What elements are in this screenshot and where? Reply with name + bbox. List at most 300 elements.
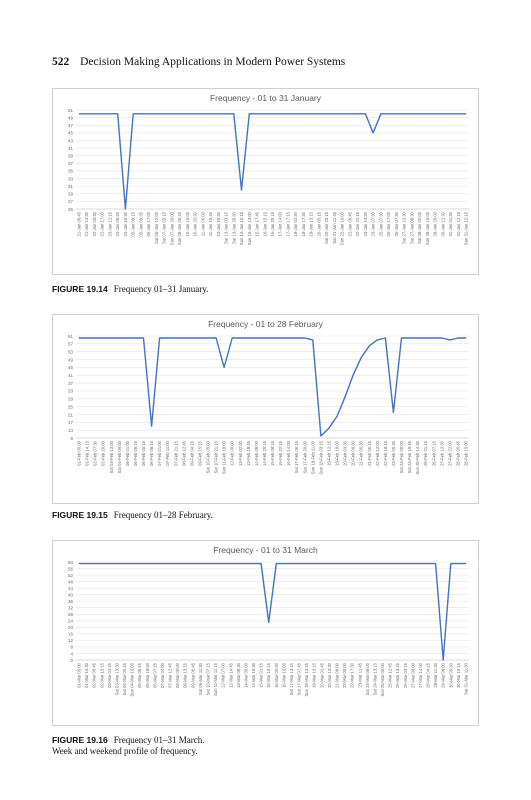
- y-tick-label: 41: [67, 145, 73, 151]
- x-tick-label: 19-Feb 12:15: [326, 441, 332, 466]
- x-tick-label: Sun 04-Mar 10:00: [129, 663, 135, 697]
- data-point: [241, 190, 242, 191]
- data-point: [264, 113, 265, 114]
- data-point: [433, 338, 434, 339]
- frequency-chart-january: [52, 88, 479, 275]
- data-point: [94, 563, 95, 564]
- x-tick-label: 23-Mar 11:45: [357, 663, 363, 688]
- x-tick-label: 09-Mar 06:45: [190, 663, 196, 688]
- data-point: [200, 338, 201, 339]
- x-tick-label: 12-Feb 00:00: [229, 441, 235, 466]
- y-tick-label: 8: [70, 644, 73, 650]
- x-tick-label: 05-Mar 08:15: [137, 663, 143, 688]
- x-tick-label: Sat 17-Feb 06:15: [294, 441, 300, 474]
- x-tick-label: 23-Jan 12:15: [107, 212, 113, 237]
- data-point: [441, 338, 442, 339]
- x-tick-label: Sat 31-Mar 11:30: [463, 663, 469, 696]
- data-point: [295, 113, 296, 114]
- y-tick-label: 53: [67, 349, 73, 355]
- x-tick-label: Sun 18-Feb 11:00: [310, 441, 316, 475]
- x-tick-label: 14-Feb 20:15: [261, 441, 267, 466]
- x-tick-label: Sat 21-Jan 11:45: [331, 212, 337, 244]
- data-point: [139, 563, 140, 564]
- x-tick-label: 20-Mar 13:30: [326, 663, 332, 688]
- x-tick-label: 31-Jan 12:15: [455, 212, 461, 237]
- y-tick-label: 9: [70, 435, 73, 441]
- x-tick-label: Sun 08-Jan 05:45: [177, 212, 183, 246]
- data-point: [280, 113, 281, 114]
- data-point: [102, 113, 103, 114]
- x-tick-label: 26-Jan 07:30: [393, 212, 399, 237]
- data-point: [246, 563, 247, 564]
- data-point: [382, 563, 383, 564]
- y-tick-label: 13: [67, 427, 73, 433]
- x-tick-label: 22-Feb 12:00: [374, 441, 380, 466]
- figure-march: [52, 540, 479, 726]
- x-tick-label: 05-Jan 09:15: [130, 212, 136, 237]
- x-tick-label: 07-Feb 01:00: [157, 441, 163, 466]
- data-point: [117, 113, 118, 114]
- x-tick-label: 17-Jan 17:15: [285, 211, 291, 237]
- x-tick-label: 03-Mar 04:45: [106, 663, 112, 688]
- y-tick-label: 25: [67, 206, 73, 212]
- data-point: [183, 338, 184, 339]
- data-point: [411, 113, 412, 114]
- x-tick-label: 23-Feb 05:30: [390, 441, 396, 466]
- y-tick-label: 27: [67, 199, 73, 205]
- x-tick-label: Sun 25-Feb 14:30: [415, 441, 421, 475]
- x-tick-label: 21-Feb 06:15: [366, 441, 372, 466]
- data-point: [449, 340, 450, 341]
- x-tick-label: 10-Jan 10:00: [184, 212, 190, 237]
- data-point: [352, 563, 353, 564]
- x-tick-label: 01-Mar 14:30: [84, 663, 90, 688]
- figure-caption-text: Frequency 01–28 February.: [113, 510, 213, 520]
- data-point: [291, 563, 292, 564]
- data-point: [443, 660, 444, 661]
- y-tick-label: 49: [67, 357, 73, 363]
- x-tick-label: 25-Jan 17:00: [386, 212, 392, 237]
- x-tick-label: Sat 24-Feb 19:45: [407, 441, 413, 474]
- data-point: [79, 113, 80, 114]
- data-point: [435, 113, 436, 114]
- data-point: [357, 113, 358, 114]
- x-tick-label: 05-Mar 18:00: [144, 663, 150, 688]
- x-tick-label: Sat 27-Jan 13:30: [401, 212, 407, 244]
- data-point: [405, 563, 406, 564]
- x-tick-label: 07-Mar 12:45: [167, 663, 173, 688]
- x-tick-label: 16-Feb 14:00: [286, 441, 292, 466]
- x-tick-label: 25-Jan 07:30: [378, 212, 384, 237]
- y-tick-label: 48: [67, 579, 73, 585]
- frequency-chart-march: [52, 540, 479, 726]
- x-tick-label: 06-Feb 08:15: [149, 441, 155, 466]
- data-point: [280, 338, 281, 339]
- x-tick-label: Sat 24-Feb 00:00: [399, 441, 404, 474]
- data-point: [215, 563, 216, 564]
- y-tick-label: 25: [67, 404, 73, 410]
- data-point: [367, 563, 368, 564]
- data-point: [419, 113, 420, 114]
- x-tick-label: 31-Jan 01:30: [448, 212, 454, 237]
- x-tick-label: 15-Mar 01:15: [258, 663, 264, 688]
- data-point: [238, 563, 239, 564]
- data-point: [396, 113, 397, 114]
- data-point: [208, 563, 209, 564]
- x-tick-label: Sat 04-Mar 00:15: [122, 663, 128, 696]
- figure-caption-february: [52, 510, 213, 521]
- x-tick-label: 21-Mar 06:00: [334, 663, 340, 688]
- data-point: [143, 338, 144, 339]
- x-tick-label: 01-Feb 14:15: [84, 441, 90, 466]
- data-point: [288, 113, 289, 114]
- x-tick-label: 24-Jan 16:30: [122, 212, 128, 237]
- data-point: [224, 367, 225, 368]
- y-tick-label: 43: [67, 138, 73, 144]
- x-tick-label: 02-Mar 00:45: [91, 663, 97, 688]
- data-point: [425, 338, 426, 339]
- data-point: [388, 113, 389, 114]
- x-tick-label: 20-Feb 09:30: [350, 441, 356, 466]
- x-tick-label: 12-Mar 07:00: [220, 663, 226, 688]
- x-tick-label: 05-Jan 09:35: [138, 212, 144, 237]
- x-tick-label: Sat 04-Feb 09:00: [116, 441, 122, 474]
- data-point: [87, 338, 88, 339]
- data-point: [353, 375, 354, 376]
- data-point: [272, 338, 273, 339]
- x-tick-label: 02-Feb 07:30: [92, 441, 98, 466]
- data-point: [409, 338, 410, 339]
- data-point: [320, 436, 321, 437]
- x-tick-label: Sat 20-Jan 20:15: [324, 212, 330, 244]
- x-tick-label: 22-Feb 18:15: [382, 441, 388, 466]
- data-point: [397, 563, 398, 564]
- chart-title: Frequency - 01 to 31 January: [209, 93, 322, 103]
- data-point: [147, 563, 148, 564]
- x-tick-label: 07-Feb 21:15: [173, 441, 179, 466]
- x-tick-label: 21-Jan 06:45: [76, 212, 82, 237]
- data-point: [103, 338, 104, 339]
- data-point: [240, 338, 241, 339]
- x-tick-label: 27-Feb 22:00: [447, 441, 453, 466]
- data-point: [401, 338, 402, 339]
- data-point: [124, 563, 125, 564]
- x-tick-label: 09-Feb 04:15: [189, 441, 195, 466]
- y-tick-label: 49: [67, 115, 73, 121]
- x-tick-label: 22-Jan 22:15: [355, 212, 361, 237]
- data-point: [192, 563, 193, 564]
- data-point: [375, 563, 376, 564]
- data-point: [261, 563, 262, 564]
- data-point: [435, 563, 436, 564]
- figure-caption-text: Frequency 01–31 March.: [113, 735, 205, 745]
- x-tick-label: Sat 13-Jan 03:15: [223, 212, 229, 244]
- x-tick-label: 14-Feb 09:00: [253, 441, 259, 466]
- y-tick-label: 16: [67, 631, 73, 637]
- x-tick-label: 26-Feb 07:15: [431, 441, 437, 466]
- x-tick-label: 18-Jan 17:30: [300, 212, 306, 237]
- data-point: [450, 563, 451, 564]
- x-tick-label: 20-Feb 03:30: [342, 441, 348, 466]
- figure-label: FIGURE 19.16: [52, 735, 108, 745]
- data-point: [350, 113, 351, 114]
- x-tick-label: Sat 06-Jan 12:00: [153, 212, 159, 244]
- x-tick-label: Sun 11-Feb 18:00: [221, 441, 227, 475]
- data-point: [167, 338, 168, 339]
- x-tick-label: 29-Mar 08:00: [440, 663, 446, 688]
- data-point: [299, 563, 300, 564]
- x-tick-label: Sat 17-Feb 20:00: [302, 441, 308, 474]
- y-tick-label: 37: [67, 161, 73, 167]
- x-tick-label: 19-Jan 13:15: [308, 212, 314, 237]
- y-tick-label: 41: [67, 373, 73, 379]
- x-tick-label: 16-Mar 10:00: [281, 663, 287, 688]
- x-tick-label: 16-Mar 00:00: [273, 663, 279, 688]
- x-tick-label: Sun 11-Mar 11:15: [213, 663, 219, 696]
- x-tick-label: Sat 10-Feb 21:15: [213, 441, 219, 474]
- x-tick-label: 22-Jan 17:00: [99, 212, 105, 237]
- data-point: [390, 563, 391, 564]
- x-tick-label: 15-Feb 22:15: [278, 441, 284, 466]
- data-point: [306, 563, 307, 564]
- y-tick-label: 45: [67, 130, 73, 136]
- x-tick-label: 18-Jan 02:30: [293, 212, 299, 237]
- data-point: [321, 563, 322, 564]
- y-tick-label: 61: [67, 333, 73, 339]
- y-tick-label: 17: [67, 420, 73, 426]
- x-tick-label: Sun 14-Jan 15:15: [239, 212, 245, 246]
- data-point: [202, 113, 203, 114]
- data-point: [249, 113, 250, 114]
- chart-title: Frequency - 01 to 28 February: [208, 319, 323, 329]
- data-point: [94, 113, 95, 114]
- data-point: [223, 563, 224, 564]
- data-point: [125, 209, 126, 210]
- x-tick-label: 22-Mar 00:00: [342, 663, 348, 688]
- figure-label: FIGURE 19.15: [52, 510, 108, 520]
- x-tick-label: 16-Jan 15:15: [262, 212, 268, 237]
- data-point: [210, 113, 211, 114]
- figure-february: [52, 314, 479, 504]
- data-point: [170, 563, 171, 564]
- data-point: [119, 338, 120, 339]
- data-point: [256, 338, 257, 339]
- x-tick-label: 08-Mar 13:15: [182, 663, 188, 688]
- running-head: [52, 56, 345, 68]
- x-tick-label: Sun 31-Jan 12:15: [463, 212, 469, 246]
- x-tick-label: 13-Feb 02:30: [237, 441, 243, 466]
- x-tick-label: 29-Jan 20:00: [432, 212, 438, 237]
- data-point: [133, 113, 134, 114]
- data-point: [257, 113, 258, 114]
- data-point: [248, 338, 249, 339]
- data-point: [458, 338, 459, 339]
- y-tick-label: 28: [67, 612, 73, 618]
- data-point: [185, 563, 186, 564]
- data-point: [312, 340, 313, 341]
- x-tick-label: 06-Jan 17:00: [146, 212, 152, 237]
- data-point: [361, 357, 362, 358]
- x-tick-label: 09-Feb 15:15: [197, 441, 203, 466]
- x-tick-label: 25-Mar 12:45: [387, 663, 393, 688]
- x-tick-label: Sat 03-Mar 13:30: [114, 663, 120, 696]
- data-point: [109, 563, 110, 564]
- data-point: [373, 132, 374, 133]
- x-tick-label: 15-Jan 17:45: [254, 212, 260, 237]
- running-title: Decision Making Applications in Modern Power Systems: [80, 56, 346, 68]
- y-tick-label: 32: [67, 605, 73, 611]
- y-tick-label: 35: [67, 168, 73, 174]
- figure-caption-note: Week and weekend profile of frequency.: [52, 746, 198, 756]
- data-point: [110, 113, 111, 114]
- y-tick-label: 24: [67, 618, 73, 624]
- data-point: [230, 563, 231, 564]
- x-tick-label: 30-Jan 12:30: [440, 212, 446, 237]
- data-point: [264, 338, 265, 339]
- data-point: [191, 338, 192, 339]
- frequency-chart-february: [52, 314, 479, 504]
- figure-caption-text: Frequency 01–31 January.: [113, 284, 209, 294]
- data-point: [141, 113, 142, 114]
- x-tick-label: 21-Feb 00:30: [358, 441, 364, 466]
- x-tick-label: Sat 07-Jan 05:15: [161, 212, 167, 244]
- data-point: [253, 563, 254, 564]
- figure-january: [52, 88, 479, 275]
- data-point: [428, 563, 429, 564]
- x-tick-label: 27-Feb 12:30: [439, 441, 445, 466]
- data-point: [156, 113, 157, 114]
- data-point: [345, 396, 346, 397]
- data-point: [117, 563, 118, 564]
- x-tick-label: Sat 13-Jan 20:30: [231, 212, 237, 244]
- data-point: [233, 113, 234, 114]
- y-tick-label: 57: [67, 341, 73, 347]
- data-point: [283, 563, 284, 564]
- x-tick-label: 02-Feb 20:00: [100, 441, 106, 466]
- x-tick-label: 07-Feb 11:00: [165, 441, 171, 466]
- data-point: [466, 338, 467, 339]
- data-point: [344, 563, 345, 564]
- x-tick-label: 16-Jan 20:15: [270, 212, 275, 237]
- data-point: [79, 563, 80, 564]
- x-tick-label: Sat 09-Mar 11:30: [197, 663, 203, 696]
- data-point: [179, 113, 180, 114]
- data-point: [272, 113, 273, 114]
- x-tick-label: 20-Mar 01:45: [319, 663, 325, 688]
- x-tick-label: Sun 07-Jan 20:00: [169, 212, 175, 246]
- x-tick-label: 01-Mar 05:00: [76, 663, 82, 688]
- data-point: [314, 563, 315, 564]
- x-tick-label: 20-Jan 05:15: [316, 212, 322, 237]
- x-tick-label: 22-Jan 09:45: [347, 212, 353, 237]
- x-tick-label: Sun 25-Mar 00:00: [380, 663, 386, 697]
- y-tick-label: 45: [67, 365, 73, 371]
- x-tick-label: 12-Jan 10:30: [215, 212, 221, 237]
- data-point: [171, 113, 172, 114]
- x-tick-label: Sat 10-Feb 05:00: [205, 441, 211, 474]
- page-number: 522: [52, 56, 70, 68]
- x-tick-label: Sat 17-Mar 13:15: [288, 663, 294, 696]
- x-tick-label: 02-Mar 13:15: [99, 663, 105, 688]
- data-point: [337, 416, 338, 417]
- data-point: [288, 338, 289, 339]
- x-tick-label: 29-Mar 11:30: [433, 663, 439, 688]
- data-point: [417, 338, 418, 339]
- data-point: [427, 113, 428, 114]
- y-tick-label: 60: [67, 559, 73, 565]
- y-tick-label: 56: [67, 566, 73, 572]
- data-point: [377, 340, 378, 341]
- y-tick-label: 21: [67, 412, 73, 418]
- x-tick-label: Sun 15-Jan 13:00: [246, 212, 252, 246]
- data-point: [159, 338, 160, 339]
- data-point: [365, 113, 366, 114]
- x-tick-label: 23-Jan 14:30: [362, 212, 368, 237]
- x-tick-label: 05-Feb 01:00: [124, 441, 130, 466]
- data-point: [162, 563, 163, 564]
- data-point: [177, 563, 178, 564]
- x-tick-label: 26-Mar 03:15: [402, 663, 408, 688]
- x-tick-label: Sun 18-Mar 12:15: [304, 663, 310, 697]
- data-point: [412, 563, 413, 564]
- y-tick-label: 20: [67, 625, 73, 631]
- x-tick-label: 28-Feb 05:45: [455, 441, 461, 466]
- y-tick-label: 29: [67, 396, 73, 402]
- x-tick-label: 14-Mar 16:30: [251, 663, 257, 688]
- x-tick-label: 27-Mar 00:00: [410, 663, 416, 688]
- data-point: [208, 338, 209, 339]
- data-point: [226, 113, 227, 114]
- data-point: [458, 113, 459, 114]
- x-tick-label: Sun 18-Feb 03:15: [318, 441, 324, 475]
- data-point: [466, 113, 467, 114]
- x-tick-label: Sat 24-Mar 13:15: [372, 663, 378, 696]
- x-tick-label: Sat 17-Mar 07:45: [296, 663, 302, 696]
- x-tick-label: 08-Mar 00:00: [175, 663, 181, 688]
- data-point: [303, 113, 304, 114]
- data-point: [334, 113, 335, 114]
- x-tick-label: 21-Jan 14:30: [84, 212, 90, 237]
- x-tick-label: 08-Feb 12:45: [181, 441, 187, 466]
- y-tick-label: 0: [70, 657, 73, 663]
- y-tick-label: 29: [67, 191, 73, 197]
- data-point: [304, 338, 305, 339]
- data-point: [319, 113, 320, 114]
- data-point: [101, 563, 102, 564]
- data-point: [175, 338, 176, 339]
- x-tick-label: 07-Mar 04:00: [159, 663, 165, 688]
- data-point: [450, 113, 451, 114]
- y-tick-label: 44: [67, 585, 73, 591]
- y-tick-label: 47: [67, 123, 73, 129]
- data-point: [296, 338, 297, 339]
- x-tick-label: Sat 10-Mar 07:15: [205, 663, 211, 696]
- x-tick-label: 17-Jan 14:00: [277, 212, 283, 237]
- x-tick-label: 12-Mar 14:45: [228, 663, 234, 688]
- x-tick-label: 10-Jan 20:30: [192, 212, 198, 237]
- data-point: [79, 338, 80, 339]
- data-point: [442, 113, 443, 114]
- data-point: [86, 563, 87, 564]
- data-point: [111, 338, 112, 339]
- data-point: [337, 563, 338, 564]
- data-point: [466, 563, 467, 564]
- data-point: [132, 563, 133, 564]
- x-tick-label: 11-Jan 06:00: [200, 212, 206, 237]
- x-tick-label: 19-Mar 13:15: [311, 663, 317, 688]
- x-tick-label: Sun 28-Jan 10:00: [424, 212, 430, 246]
- data-point: [164, 113, 165, 114]
